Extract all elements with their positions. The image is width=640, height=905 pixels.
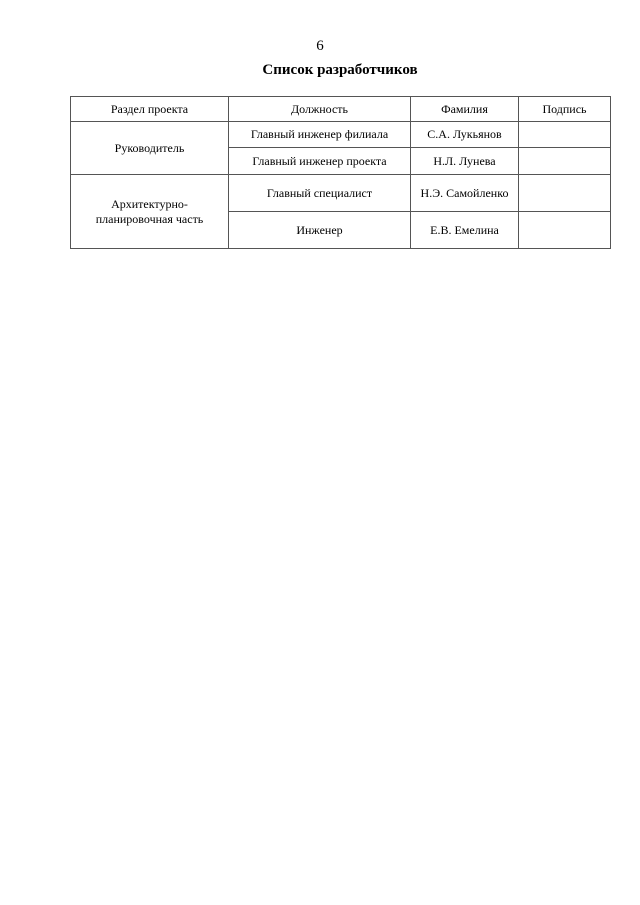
- signature-cell: [519, 175, 611, 212]
- section-name-cell: Архитектурно-планировочная часть: [71, 175, 229, 249]
- signature-cell: [519, 122, 611, 148]
- position-cell: Инженер: [229, 212, 411, 249]
- document-title: Список разработчиков: [262, 62, 418, 78]
- position-cell: Главный специалист: [229, 175, 411, 212]
- page-number: 6: [316, 38, 324, 54]
- developers-table: [70, 96, 611, 249]
- table-row: [71, 122, 611, 148]
- header-surname: Фамилия: [411, 97, 519, 122]
- signature-cell: [519, 148, 611, 175]
- surname-cell: Н.Э. Самойленко: [411, 175, 519, 212]
- surname-cell: С.А. Лукьянов: [411, 122, 519, 148]
- signature-cell: [519, 212, 611, 249]
- position-cell: Главный инженер филиала: [229, 122, 411, 148]
- position-cell: Главный инженер проекта: [229, 148, 411, 175]
- table-row: [71, 175, 611, 212]
- surname-cell: Е.В. Емелина: [411, 212, 519, 249]
- header-signature: Подпись: [519, 97, 611, 122]
- surname-cell: Н.Л. Лунева: [411, 148, 519, 175]
- header-position: Должность: [229, 97, 411, 122]
- table-header-row: [71, 97, 611, 122]
- section-name-cell: Руководитель: [71, 122, 229, 175]
- header-section: Раздел проекта: [71, 97, 229, 122]
